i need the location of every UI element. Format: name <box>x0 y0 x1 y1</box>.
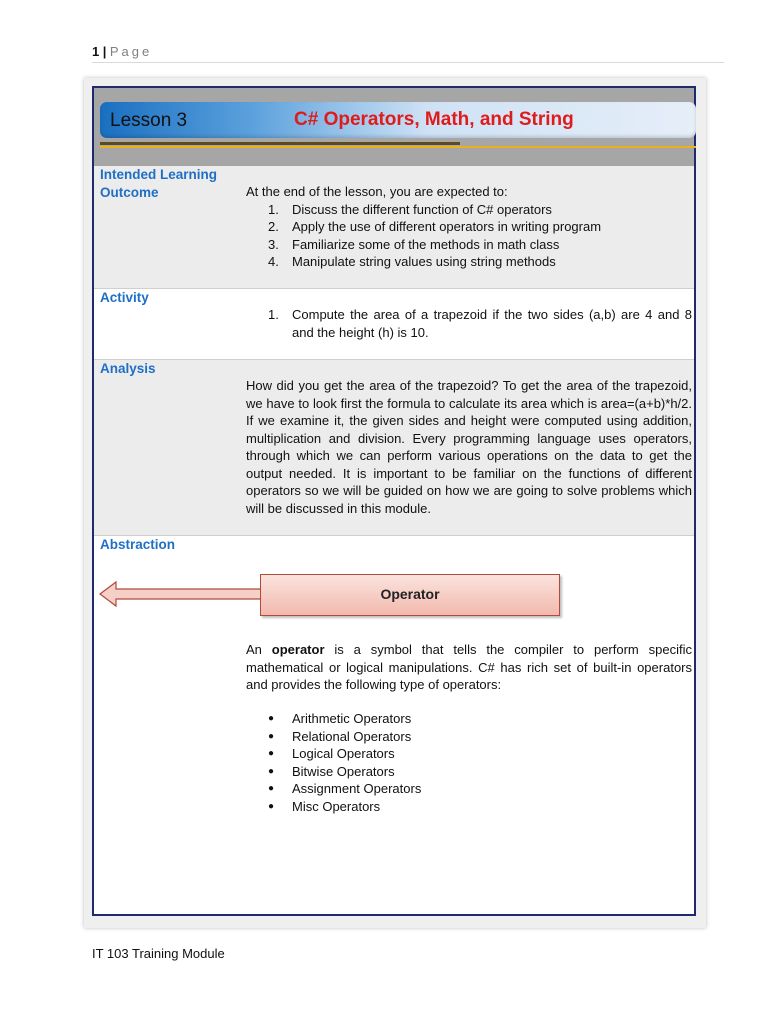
list-item: ● Relational Operators <box>268 728 412 744</box>
item-text: Manipulate string values using string methods <box>292 254 556 269</box>
outcome-row <box>94 166 694 288</box>
item-text: Assignment Operators <box>292 781 422 796</box>
outcome-list <box>246 201 692 271</box>
header-rule <box>92 62 724 63</box>
item-text: Compute the area of a trapezoid if the two sides (a,b) are 4 and 8 and the height (h) is 10. <box>292 307 692 340</box>
item-text: Misc Operators <box>292 798 381 814</box>
operator-heading-box: Operator <box>260 574 560 616</box>
list-item <box>246 306 692 341</box>
item-text: Familiarize some of the methods in math class <box>292 236 560 252</box>
analysis-row <box>94 360 694 535</box>
outcome-label-line1: Intended Learning <box>100 167 218 182</box>
list-item: ● Arithmetic Operators <box>268 711 412 726</box>
page-header <box>92 44 152 59</box>
abstraction-label: Abstraction <box>100 537 176 552</box>
item-number: 1. <box>268 201 279 217</box>
banner-gold-line <box>100 146 696 148</box>
lesson-title: C# Operators, Math, and String <box>294 109 574 130</box>
operator-types-list <box>246 710 692 815</box>
item-number: 2. <box>268 219 279 234</box>
list-item: ● Bitwise Operators <box>268 763 395 779</box>
list-item: ● Assignment Operators <box>268 781 422 796</box>
list-item: ● Misc Operators <box>268 798 381 814</box>
activity-body <box>246 306 692 341</box>
outcome-label-line2: Outcome <box>100 185 159 200</box>
outcome-body <box>246 183 692 271</box>
item-text: Relational Operators <box>292 728 412 744</box>
para-bold-term: operator <box>271 642 325 657</box>
list-item <box>246 253 692 271</box>
abstraction-paragraph <box>246 641 692 694</box>
para-prefix: An <box>246 642 262 657</box>
page-footer: IT 103 Training Module <box>92 946 225 961</box>
item-number: 1. <box>268 307 279 322</box>
item-text: Logical Operators <box>292 746 395 761</box>
lesson-frame <box>92 86 696 916</box>
item-text: Bitwise Operators <box>292 763 395 779</box>
item-number: 3. <box>268 236 279 252</box>
list-item <box>246 201 692 219</box>
list-item <box>246 236 692 254</box>
analysis-paragraph: How did you get the area of the trapezoid? To get the area of the trapezoid, we have to look first the formula to calculate its area which is area=(a+b)*h/2. If we examine it, the given sides and height were computed using addition, multiplication and division. Every programming language uses operators, through which we can perform various operations on the data to get the output needed. It is important to be familiar on the functions of different operators so we will be guided on how we are going to solve problems which will be discussed in this module. <box>246 378 692 516</box>
item-text: Apply the use of different operators in writing program <box>292 219 602 234</box>
analysis-label: Analysis <box>100 361 156 376</box>
para-rest: is a symbol that tells the compiler to perform specific mathematical or logical manipulations. C# has rich set of built-in operators and provides the following type of operators: <box>246 642 692 692</box>
item-text: Discuss the different function of C# operators <box>292 201 552 217</box>
activity-list <box>246 306 692 341</box>
lesson-number: Lesson 3 <box>110 110 188 131</box>
activity-row <box>94 289 694 359</box>
list-item: ● Logical Operators <box>268 746 395 761</box>
page-word: Page <box>109 44 153 59</box>
list-item <box>246 218 692 236</box>
item-text: Arithmetic Operators <box>292 711 412 726</box>
lesson-banner <box>94 88 694 166</box>
outcome-label <box>100 166 217 202</box>
banner-dark-line <box>100 142 460 145</box>
page-separator: | <box>102 44 107 59</box>
page-number: 1 <box>92 44 100 59</box>
operator-types <box>246 710 692 815</box>
activity-label: Activity <box>100 290 149 305</box>
row-separator <box>94 535 694 536</box>
left-arrow-icon <box>98 574 268 614</box>
item-number: 4. <box>268 254 279 269</box>
outcome-intro: At the end of the lesson, you are expected to: <box>246 184 508 199</box>
